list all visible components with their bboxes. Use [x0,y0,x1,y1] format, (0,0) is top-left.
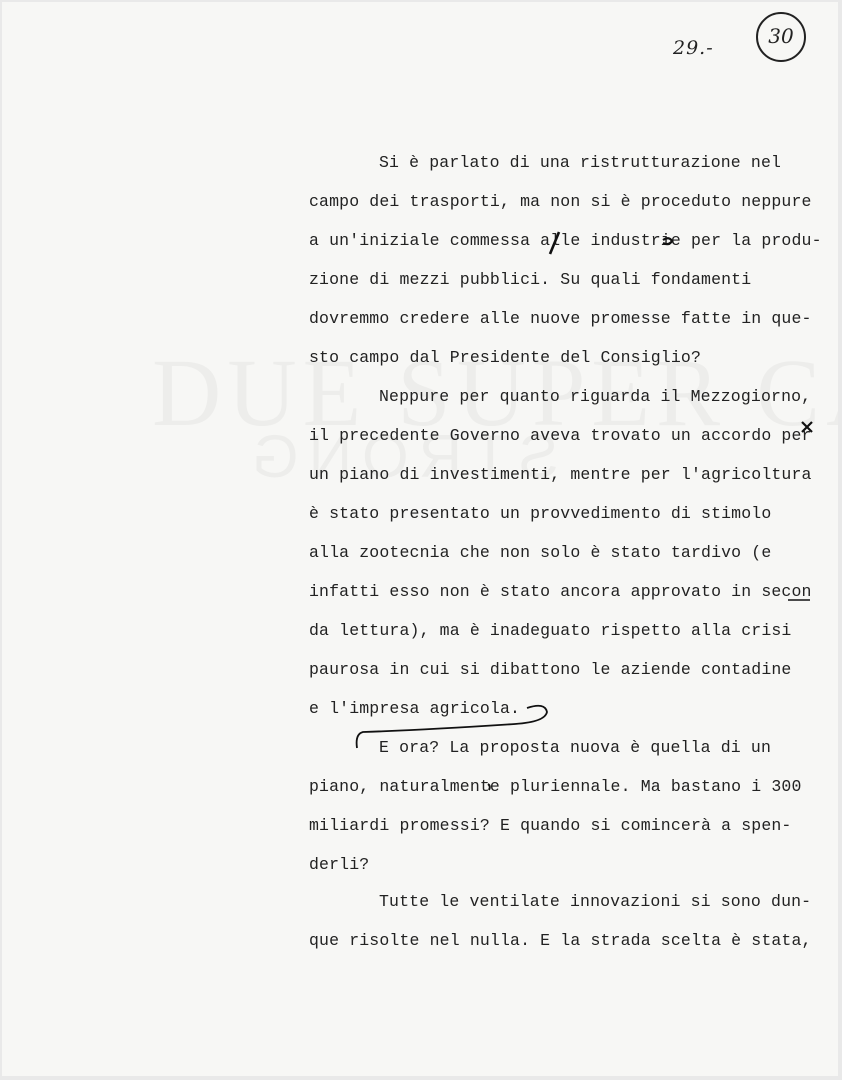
text-line: e l'impresa agricola. [309,699,521,718]
strike-slash-mark [550,232,559,254]
text-line: Si è parlato di una ristrutturazione nel [379,153,782,172]
text-line: il precedente Governo aveva trovato un accordo per [309,426,812,445]
handwritten-edit-marks [2,2,838,1076]
text-line: sto campo dal Presidente del Consiglio? [309,348,702,367]
text-line: da lettura), ma è inadeguato rispetto alla crisi [309,621,792,640]
text-line: Tutte le ventilate innovazioni si sono dun- [379,892,812,911]
document-page [2,2,838,1076]
text-line: un piano di investimenti, mentre per l'agricoltura [309,465,812,484]
text-line: paurosa in cui si dibattono le aziende contadine [309,660,792,679]
text-line: campo dei trasporti, ma non si è proceduto neppure [309,192,812,211]
text-line: alla zootecnia che non solo è stato tardivo (e [309,543,772,562]
text-line: miliardi promessi? E quando si comincerà a spen- [309,816,792,835]
correction-mark [663,238,672,244]
text-line: è stato presentato un provvedimento di stimolo [309,504,772,523]
handwritten-page-number: 29.- [673,37,714,59]
text-line: infatti esso non è stato ancora approvato in secon [309,582,812,601]
text-line: derli? [309,855,370,874]
paragraph-join-bracket [357,706,547,748]
insertion-x-mark [802,422,812,432]
text-line: dovremmo credere alle nuove promesse fatte in que- [309,309,812,328]
text-line: zione di mezzi pubblici. Su quali fondamenti [309,270,752,289]
circled-page-number: 30 [756,12,806,62]
text-line: Neppure per quanto riguarda il Mezzogiorno, [379,387,812,406]
text-line: piano, naturalmente pluriennale. Ma bastano i 300 [309,777,802,796]
text-line: E ora? La proposta nuova è quella di un [379,738,772,757]
text-line: a un'iniziale commessa alle industrie per la produ- [309,231,822,250]
comma-mark [488,784,490,790]
text-line: que risolte nel nulla. E la strada scelta è stata, [309,931,812,950]
